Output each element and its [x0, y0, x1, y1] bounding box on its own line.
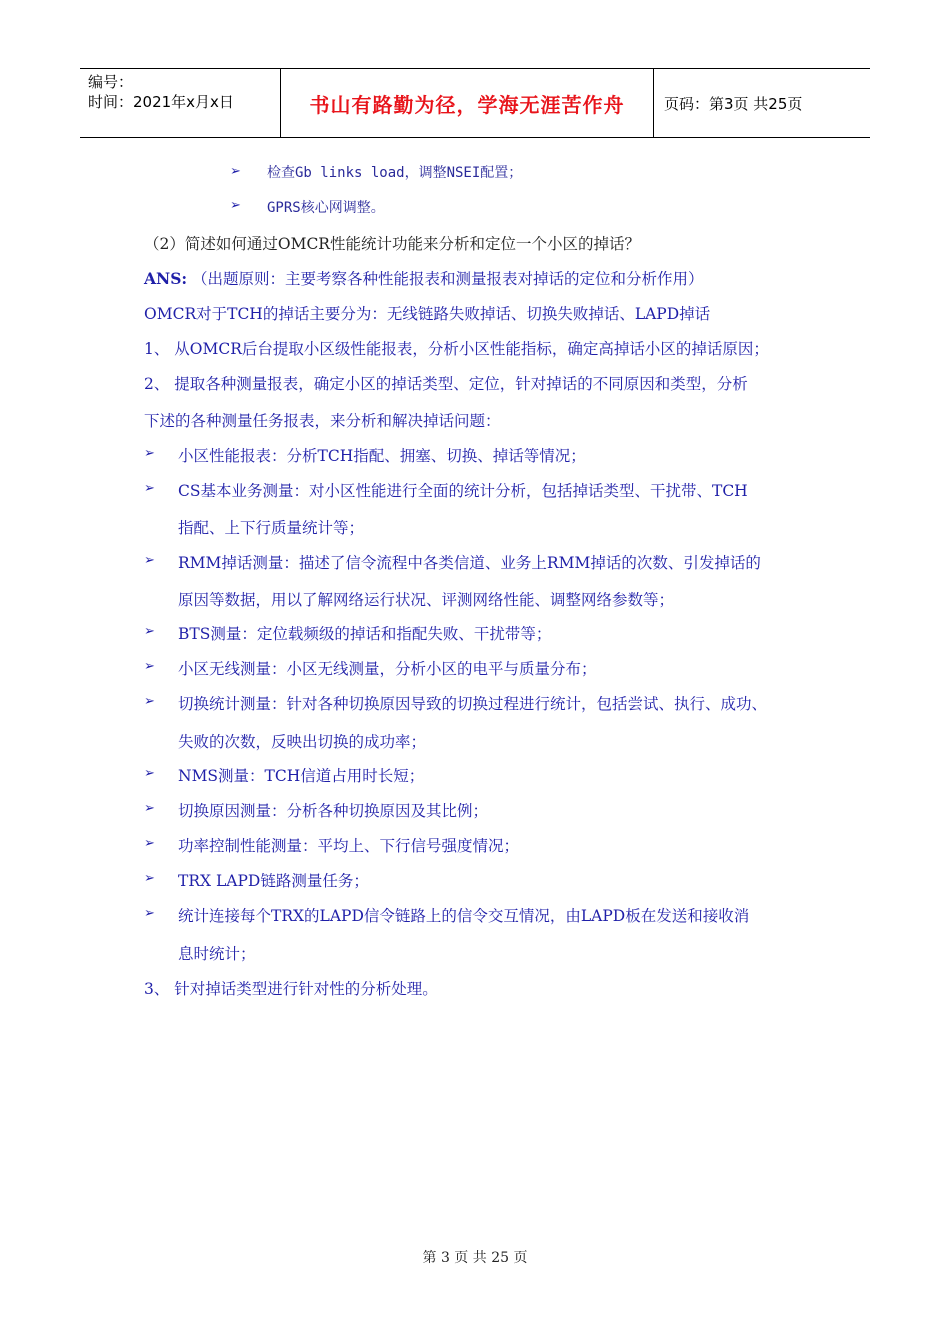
list-item-continued: 失败的次数，反映出切换的成功率； — [178, 733, 427, 751]
step-2-line-1: 2、 提取各种测量报表，确定小区的掉话类型、定位，针对掉话的不同原因和类型，分析 — [144, 375, 748, 393]
page-footer: 第 3 页 共 25 页 — [422, 1250, 528, 1266]
list-item: 功率控制性能测量：平均上、下行信号强度情况； — [178, 837, 520, 855]
arrowhead-bullet-icon: ➢ — [144, 446, 155, 461]
arrowhead-bullet-icon: ➢ — [144, 694, 155, 709]
motto: 书山有路勤为径，学海无涯苦作舟 — [281, 69, 654, 137]
code-label: 编号： — [88, 73, 134, 91]
time-label: 时间：2021年x月x日 — [88, 93, 234, 111]
list-item: NMS测量：TCH信道占用时长短； — [178, 767, 425, 785]
list-item: CS基本业务测量：对小区性能进行全面的统计分析，包括掉话类型、干扰带、TCH — [178, 482, 748, 500]
list-item: BTS测量：定位载频级的掉话和指配失败、干扰带等； — [178, 625, 552, 643]
question: （2）简述如何通过OMCR性能统计功能来分析和定位一个小区的掉话？ — [144, 235, 640, 253]
header-left-cell — [80, 69, 281, 137]
arrowhead-bullet-icon: ➢ — [144, 659, 155, 674]
list-item: TRX LAPD链路测量任务； — [178, 872, 369, 890]
ans-label: ANS: — [144, 269, 188, 288]
ans-text: （出题原则：主要考察各种性能报表和测量报表对掉话的定位和分析作用） — [192, 270, 704, 288]
arrowhead-bullet-icon: ➢ — [230, 198, 241, 213]
list-item: 切换原因测量：分析各种切换原因及其比例； — [178, 802, 489, 820]
page-info: 页码：第3页 共25页 — [664, 94, 803, 113]
list-item-continued: 息时统计； — [178, 945, 256, 963]
arrowhead-bullet-icon: ➢ — [144, 906, 155, 921]
list-item-continued: 指配、上下行质量统计等； — [178, 519, 365, 537]
arrowhead-bullet-icon: ➢ — [144, 836, 155, 851]
arrowhead-bullet-icon: ➢ — [230, 164, 241, 179]
list-item: 切换统计测量：针对各种切换原因导致的切换过程进行统计，包括尝试、执行、成功、 — [178, 695, 768, 713]
arrowhead-bullet-icon: ➢ — [144, 871, 155, 886]
arrowhead-bullet-icon: ➢ — [144, 766, 155, 781]
list-item-continued: 原因等数据，用以了解网络运行状况、评测网络性能、调整网络参数等； — [178, 591, 675, 609]
arrowhead-bullet-icon: ➢ — [144, 624, 155, 639]
list-item: RMM掉话测量：描述了信令流程中各类信道、业务上RMM掉话的次数、引发掉话的 — [178, 554, 761, 572]
step-3: 3、 针对掉话类型进行针对性的分析处理。 — [144, 980, 438, 998]
arrowhead-bullet-icon: ➢ — [144, 801, 155, 816]
arrowhead-bullet-icon: ➢ — [144, 481, 155, 496]
arrowhead-bullet-icon: ➢ — [144, 553, 155, 568]
header-table — [80, 68, 870, 138]
bullet-gprs: GPRS核心网调整。 — [267, 200, 385, 216]
list-item: 小区无线测量：小区无线测量，分析小区的电平与质量分布； — [178, 660, 597, 678]
ans-line — [144, 267, 704, 289]
bullet-gb: 检查Gb links load，调整NSEI配置； — [267, 165, 523, 181]
list-item: 小区性能报表：分析TCH指配、拥塞、切换、掉话等情况； — [178, 447, 586, 465]
intro: OMCR对于TCH的掉话主要分为：无线链路失败掉话、切换失败掉话、LAPD掉话 — [144, 305, 711, 323]
step-1: 1、 从OMCR后台提取小区级性能报表，分析小区性能指标，确定高掉话小区的掉话原因； — [144, 340, 769, 358]
step-2-line-2: 下述的各种测量任务报表，来分析和解决掉话问题： — [144, 412, 501, 430]
list-item: 统计连接每个TRX的LAPD信令链路上的信令交互情况，由LAPD板在发送和接收消 — [178, 907, 750, 925]
